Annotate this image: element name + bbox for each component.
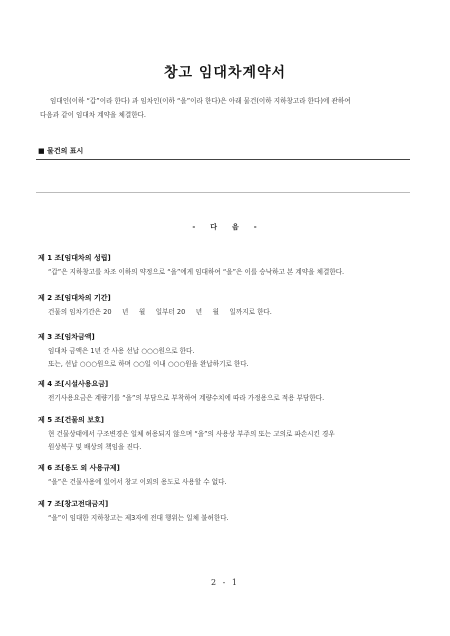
article-body [38, 428, 418, 454]
article-line: 건물의 임차기간은 20 년 월 일부터 20 년 월 일까지로 한다. [48, 308, 272, 316]
article-7 [38, 499, 418, 525]
separator-text: 다 [210, 223, 218, 231]
article-body [38, 345, 418, 371]
article-line: 또는, 선납 ○○○원으로 하며 ○○일 이내 ○○○원을 완납하기로 한다. [48, 360, 249, 368]
article-4 [38, 379, 418, 405]
article-line: “갑”은 지하창고를 차조 이하의 약정으로 “을”에게 임대하여 “을”은 이를 승낙하고 본 계약을 체결한다. [48, 268, 345, 276]
article-5 [38, 415, 418, 454]
article-body [38, 306, 418, 319]
property-section-heading: ■ 물건의 표시 [38, 147, 84, 155]
section-rule-top [36, 159, 410, 160]
article-line: “을”이 임대한 지하창고는 제3자에 전대 행위는 일체 불허한다. [48, 514, 229, 522]
article-heading: 제 5 조[건물의 보호] [38, 416, 104, 424]
article-line: 임대차 금액은 1년 간 사용 선납 ○○○원으로 한다. [48, 347, 195, 355]
article-line: “을”은 건물사용에 있어서 창고 이외의 용도로 사용할 수 없다. [48, 478, 227, 486]
article-body [38, 476, 418, 489]
intro-paragraph [40, 94, 420, 122]
article-body [38, 392, 418, 405]
article-heading: 제 6 조[용도 외 사용규제] [38, 464, 120, 472]
section-rule-bottom [36, 192, 410, 193]
intro-line: 다음과 같이 임대차 계약을 체결한다. [40, 111, 147, 119]
article-line: 원상복구 및 배상의 책임을 진다. [48, 443, 142, 451]
separator-dash: - [253, 223, 258, 231]
document-title: 창고 임대차계약서 [163, 65, 287, 81]
article-heading: 제 2 조[임대차의 기간] [38, 294, 111, 302]
intro-line: 임대인(이하 “갑”이라 한다) 과 임차인(이하 “을”이라 한다)은 아래 물건(이하 지하창고라 한다)에 관하여 [50, 97, 351, 105]
article-3 [38, 332, 418, 371]
article-heading: 제 4 조[시설사용요금] [38, 380, 109, 388]
article-heading: 제 7 조[창고전대금지] [38, 500, 109, 508]
article-line: 전기사용요금은 계량기를 “을”의 부담으로 부착하여 계량수치에 따라 가정용으로 적용 부담한다. [48, 394, 325, 402]
separator-heading [0, 222, 450, 232]
article-body [38, 266, 418, 279]
separator-dash: - [192, 223, 197, 231]
separator-text: 음 [232, 223, 240, 231]
article-6 [38, 463, 418, 489]
page-number: 2 - 1 [211, 578, 239, 587]
article-heading: 제 1 조[임대차의 성립] [38, 254, 111, 262]
article-1 [38, 253, 418, 279]
article-body [38, 512, 418, 525]
article-heading: 제 3 조[임차금액] [38, 333, 95, 341]
article-line: 현 건물상태에서 구조변경은 일체 허용되지 않으며 “을”의 사용상 부주의 또는 고의로 파손시킨 경우 [48, 430, 335, 438]
article-2 [38, 293, 418, 319]
